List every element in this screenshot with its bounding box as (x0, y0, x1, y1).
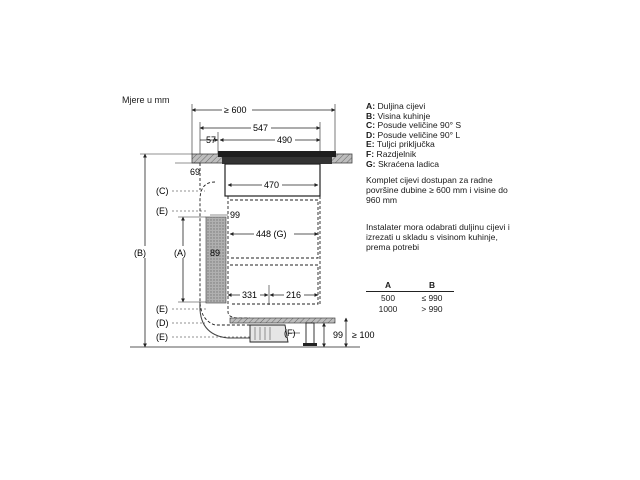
dim-57: 57 (206, 135, 217, 145)
diffuser (250, 325, 288, 342)
dim-490: 490 (277, 135, 293, 145)
dim-100: ≥ 100 (352, 330, 375, 340)
units-label: Mjere u mm (122, 95, 170, 105)
legend-item: D: Posude veličine 90° L (366, 129, 461, 140)
legend-item: C: Posude veličine 90° S (366, 120, 462, 131)
dim-448: 448 (G) (256, 229, 287, 239)
duct-pipe (206, 217, 226, 303)
label-A: (A) (174, 248, 186, 258)
installer-note: Instalater mora odabrati duljinu cijevi i izrezati u skladu s visinom kuhinje, prema potrebi (366, 222, 510, 252)
legend-item: G: Skraćena ladica (366, 158, 440, 169)
table-header-cell: A (366, 279, 410, 292)
table-header-row (366, 279, 454, 292)
dim-547: 547 (253, 123, 269, 133)
table-cell: 500 (381, 292, 395, 303)
table-row (366, 292, 454, 304)
cabinet-leg (306, 323, 314, 345)
dim-99-top: 99 (230, 210, 241, 220)
plinth (230, 318, 335, 323)
kit-note: Komplet cijevi dostupan za radne površine dubine ≥ 600 mm i visine do 960 mm (366, 175, 508, 205)
hob-body (222, 157, 332, 164)
dim-89: 89 (210, 248, 221, 258)
table-header-cell: B (410, 279, 454, 292)
hob (218, 151, 336, 157)
dim-600: ≥ 600 (224, 105, 247, 115)
dim-69: 69 (190, 167, 201, 177)
dim-216: 216 (286, 290, 302, 300)
size-table (366, 279, 454, 314)
dim-99-bottom: 99 (333, 330, 344, 340)
legend-item: B: Visina kuhinje (366, 110, 431, 121)
label-F: (F) (284, 328, 296, 338)
dim-470: 470 (264, 180, 280, 190)
legend-item: F: Razdjelnik (366, 148, 417, 159)
table-cell: 1000 (378, 303, 398, 314)
legend-item: A: Duljina cijevi (366, 101, 426, 111)
label-E-top: (E) (156, 206, 168, 216)
label-E-mid: (E) (156, 304, 168, 314)
table-row (366, 303, 454, 314)
legend (366, 102, 461, 169)
dim-331: 331 (242, 290, 258, 300)
table-cell: ≤ 990 (421, 292, 443, 303)
label-D: (D) (156, 318, 169, 328)
label-E-bottom: (E) (156, 332, 168, 342)
table-cell: > 990 (421, 303, 443, 314)
legend-item: E: Tuljci priključka (366, 139, 435, 150)
label-B: (B) (134, 248, 146, 258)
label-C: (C) (156, 186, 169, 196)
